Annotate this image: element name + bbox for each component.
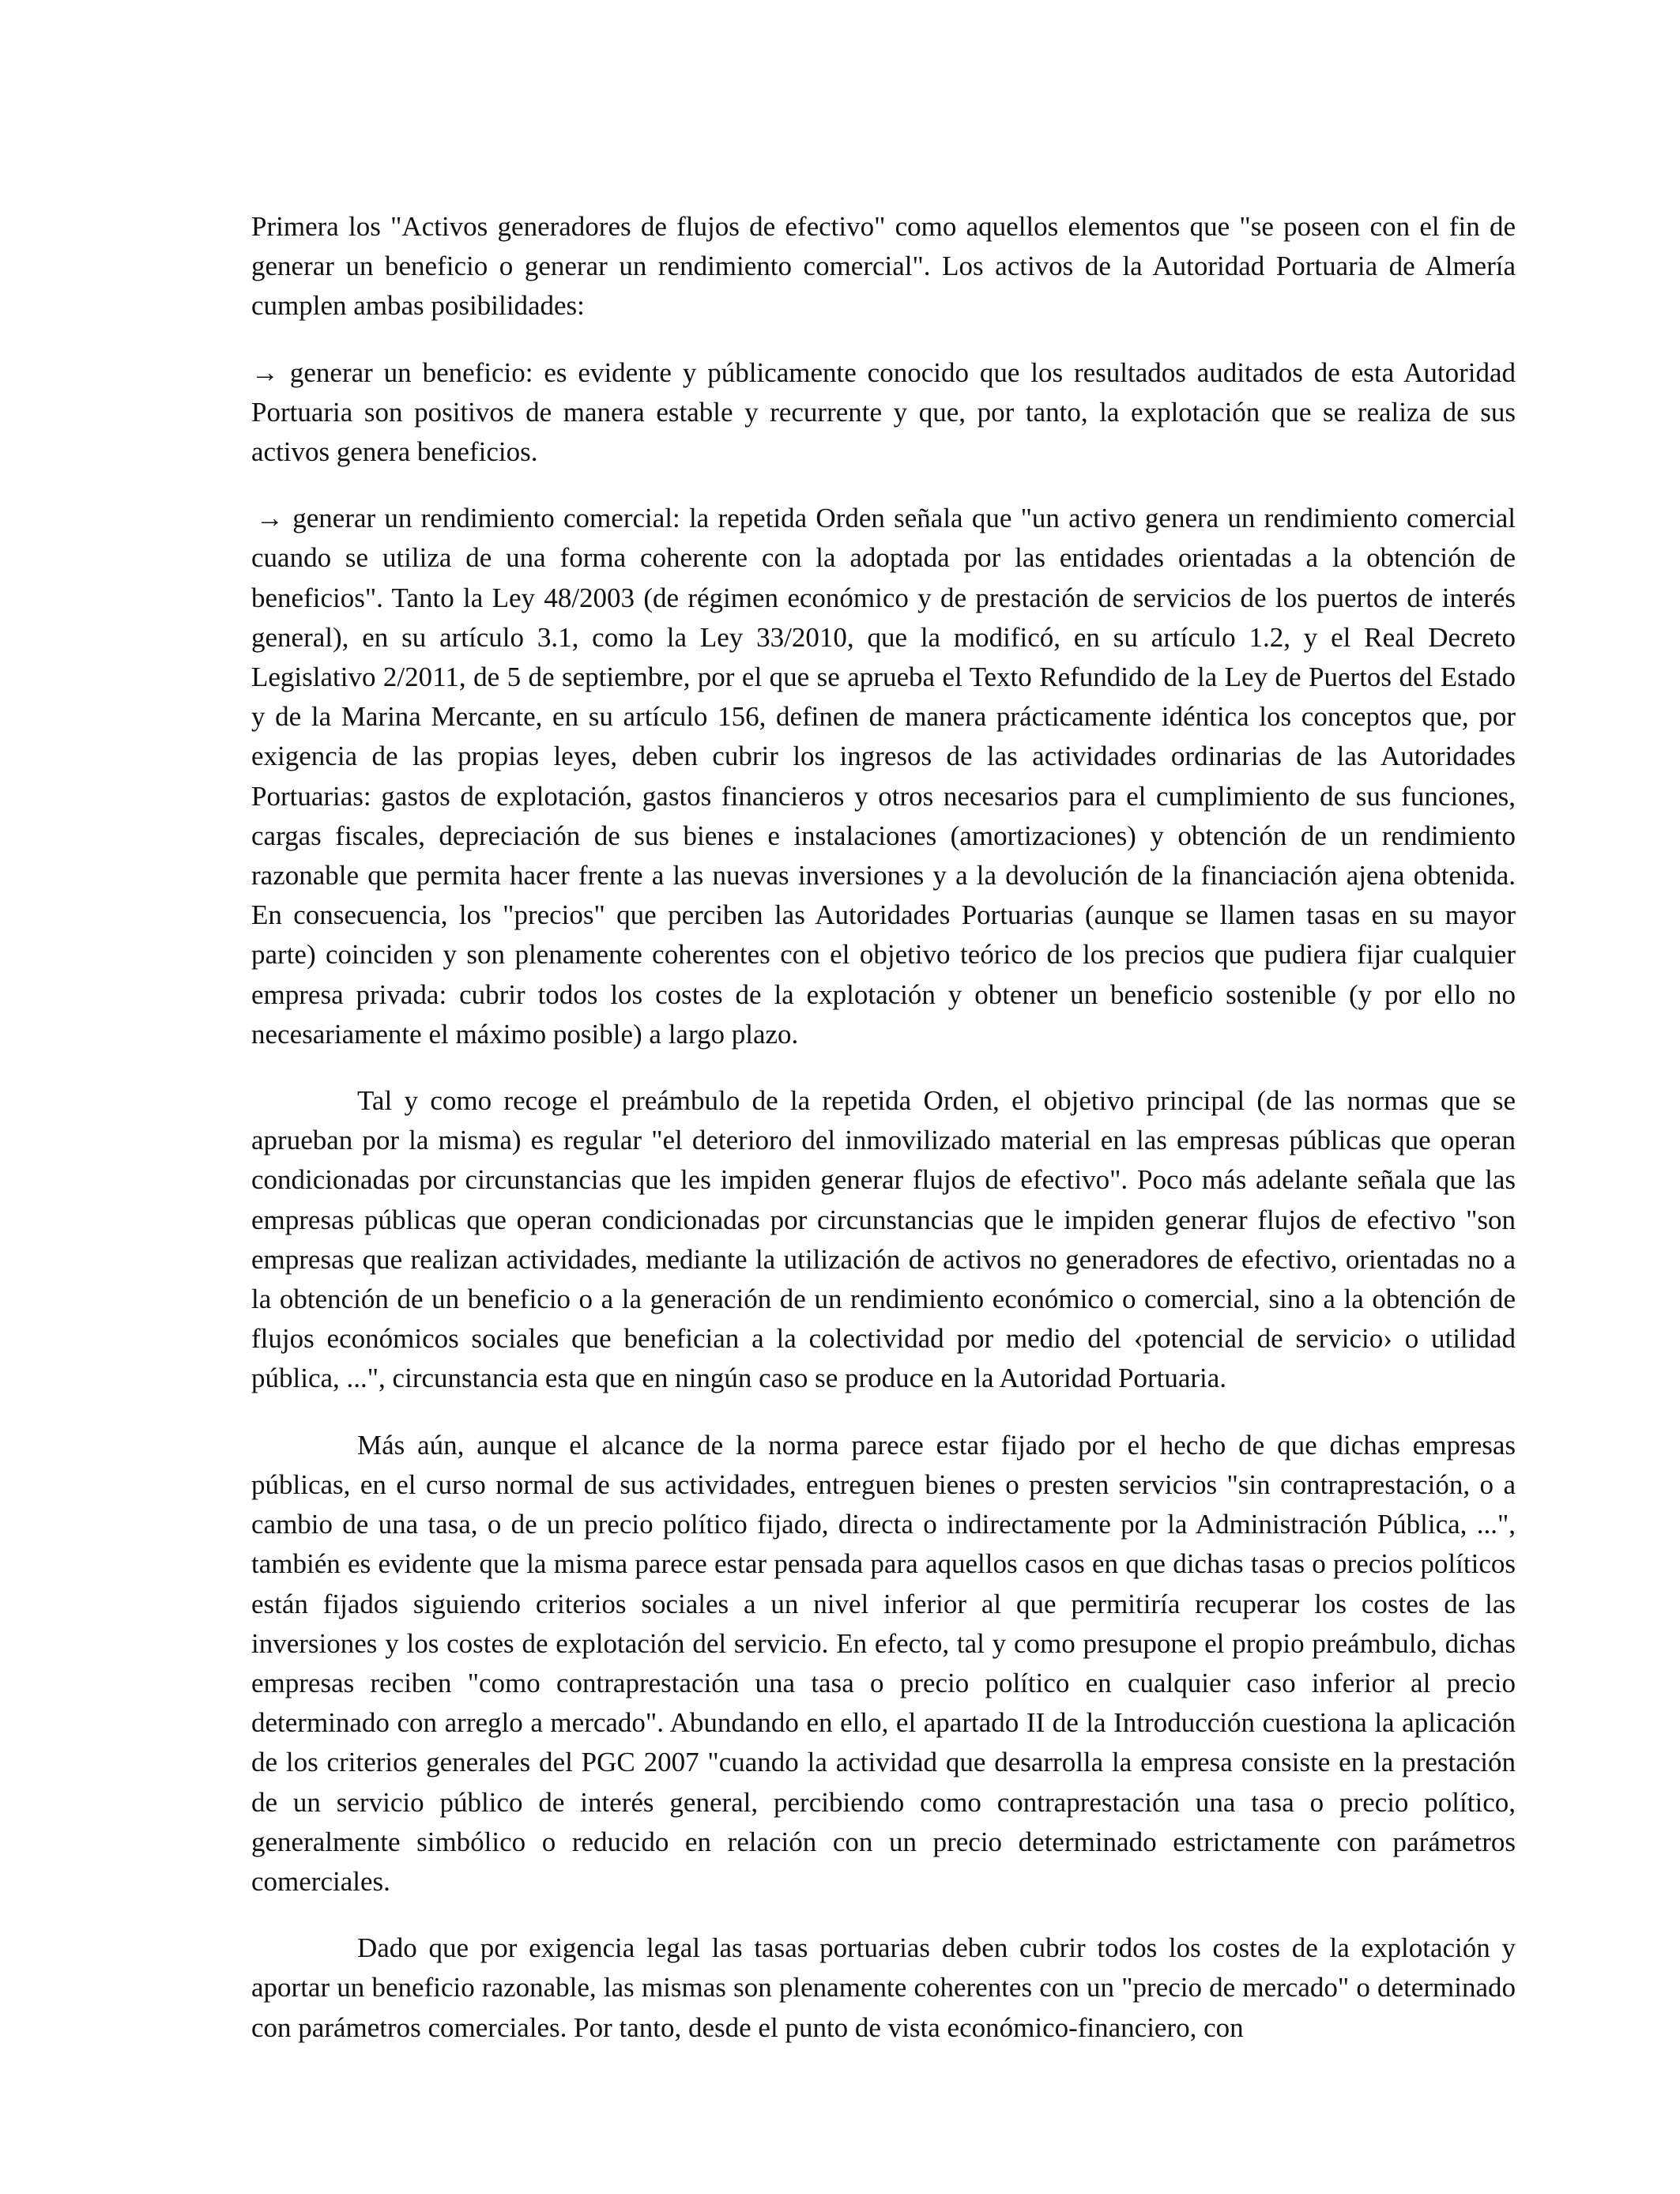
paragraph-tasas-portuarias: Dado que por exigencia legal las tasas portuarias deben cubrir todos los costes de la explotación y aportar un beneficio razonable, las mismas son plenamente coherentes con un "precio de mercado" o determinado con parámetros comerciales. Por tanto, desde el punto de vista económico-financiero, con <box>251 1932 1516 2043</box>
paragraph-generar-beneficio: → generar un beneficio: es evidente y públicamente conocido que los resultados auditados de esta Autoridad Portuaria son positivos de manera estable y recurrente y que, por tanto, la explotación que se realiza de sus activos genera beneficios. <box>251 356 1516 468</box>
paragraph-preambulo: Tal y como recoge el preámbulo de la repetida Orden, el objetivo principal (de las normas que se aprueban por la misma) es regular "el deterioro del inmovilizado material en las empresas públicas que operan condicionadas por circunstancias que les impiden generar flujos de efectivo". Poco más adelante señala que las empresas públicas que operan condicionadas por circunstancias que le impiden generar flujos de efectivo "son empresas que realizan actividades, mediante la utilización de activos no generadores de efectivo, orientadas no a la obtención de un beneficio o a la generación de un rendimiento económico o comercial, sino a la obtención de flujos económicos sociales que benefician a la colectividad por medio del ‹potencial de servicio› o utilidad pública, ...", circunstancia esta que en ningún caso se produce en la Autoridad Portuaria. <box>251 1085 1516 1394</box>
paragraph-definition: Primera los "Activos generadores de flujos de efectivo" como aquellos elementos que "se poseen con el fin de generar un beneficio o generar un rendimiento comercial". Los activos de la Autoridad Portuaria de Almería cumplen ambas posibilidades: <box>251 211 1516 322</box>
document-page <box>251 207 1516 2048</box>
paragraph-alcance-norma: Más aún, aunque el alcance de la norma parece estar fijado por el hecho de que dichas empresas públicas, en el curso normal de sus actividades, entreguen bienes o presten servicios "sin contraprestación, o a cambio de una tasa, o de un precio político fijado, directa o indirectamente por la Administración Pública, ...", también es evidente que la misma parece estar pensada para aquellos casos en que dichas tasas o precios políticos están fijados siguiendo criterios sociales a un nivel inferior al que permitiría recuperar los costes de las inversiones y los costes de explotación del servicio. En efecto, tal y como presupone el propio preámbulo, dichas empresas reciben "como contraprestación una tasa o precio político en cualquier caso inferior al precio determinado con arreglo a mercado". Abundando en ello, el apartado II de la Introducción cuestiona la aplicación de los criterios generales del PGC 2007 "cuando la actividad que desarrolla la empresa consiste en la prestación de un servicio público de interés general, percibiendo como contraprestación una tasa o precio político, generalmente simbólico o reducido en relación con un precio determinado estrictamente con parámetros comerciales. <box>251 1429 1516 1897</box>
paragraph-rendimiento-comercial: → generar un rendimiento comercial: la repetida Orden señala que "un activo genera un rendimiento comercial cuando se utiliza de una forma coherente con la adoptada por las entidades orientadas a la obtención de beneficios". Tanto la Ley 48/2003 (de régimen económico y de prestación de servicios de los puertos de interés general), en su artículo 3.1, como la Ley 33/2010, que la modificó, en su artículo 1.2, y el Real Decreto Legislativo 2/2011, de 5 de septiembre, por el que se aprueba el Texto Refundido de la Ley de Puertos del Estado y de la Marina Mercante, en su artículo 156, definen de manera prácticamente idéntica los conceptos que, por exigencia de las propias leyes, deben cubrir los ingresos de las actividades ordinarias de las Autoridades Portuarias: gastos de explotación, gastos financieros y otros necesarios para el cumplimiento de sus funciones, cargas fiscales, depreciación de sus bienes e instalaciones (amortizaciones) y obtención de un rendimiento razonable que permita hacer frente a las nuevas inversiones y a la devolución de la financiación ajena obtenida. En consecuencia, los "precios" que perciben las Autoridades Portuarias (aunque se llamen tasas en su mayor parte) coinciden y son plenamente coherentes con el objetivo teórico de los precios que pudiera fijar cualquier empresa privada: cubrir todos los costes de la explotación y obtener un beneficio sostenible (y por ello no necesariamente el máximo posible) a largo plazo. <box>251 503 1516 1050</box>
